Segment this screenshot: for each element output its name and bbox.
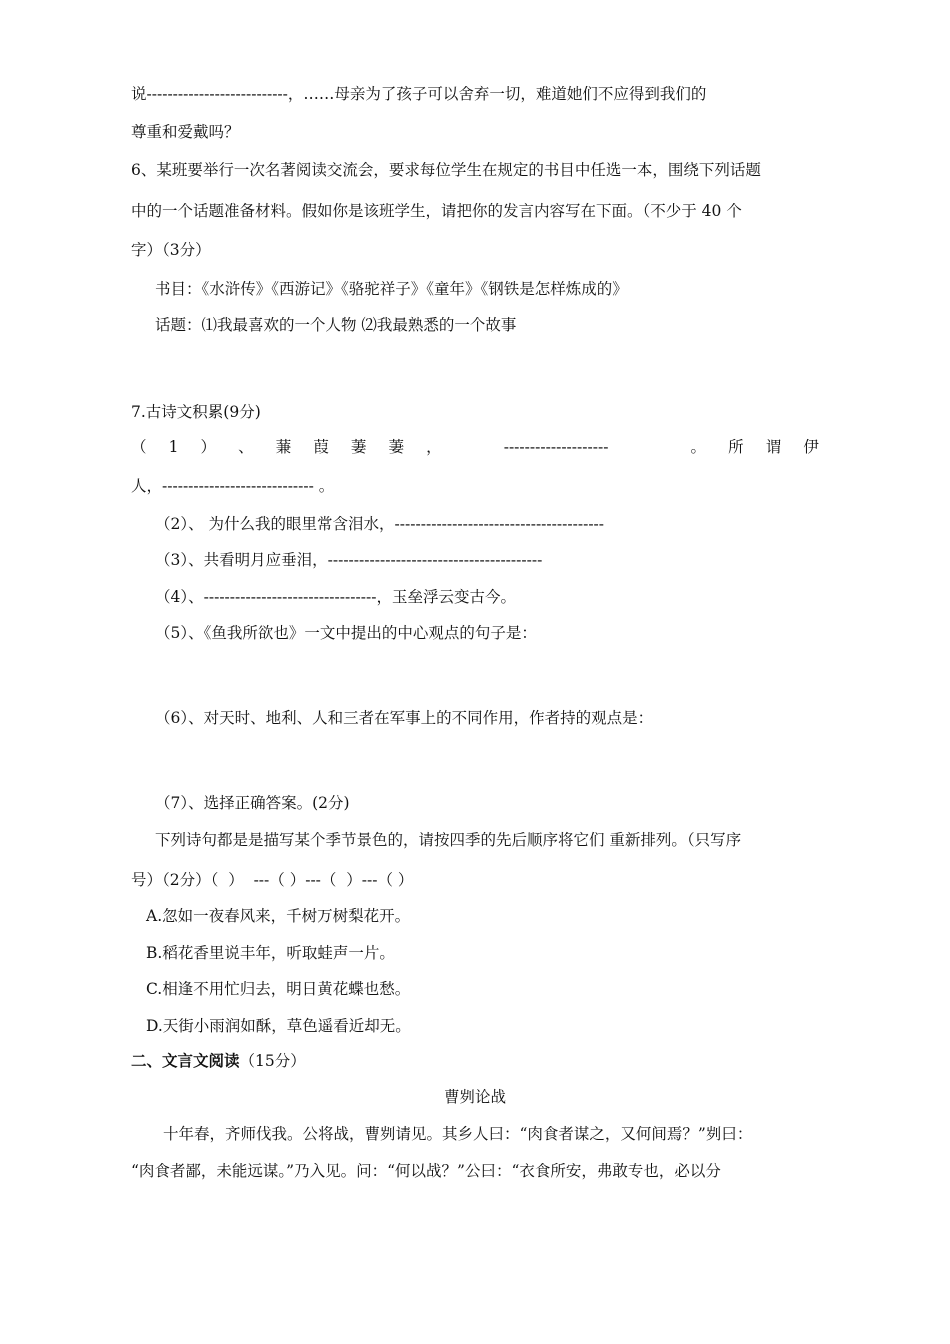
question-7-heading: 7.古诗文积累(9分): [131, 403, 261, 421]
token: （: [131, 438, 147, 456]
option-b: B.稻花香里说丰年，听取蛙声一片。: [146, 944, 395, 962]
section-2-heading: [131, 1051, 306, 1071]
poem-item-4: （4）、---------------------------------，玉垒浮云变古今。: [155, 588, 516, 606]
poem-item-5: （5）、《鱼我所欲也》一文中提出的中心观点的句子是：: [155, 624, 537, 642]
option-d: D.天街小雨润如酥，草色遥看近却无。: [146, 1017, 411, 1035]
section-2-score: （15分）: [239, 1052, 306, 1070]
option-a: A.忽如一夜春风来，千树万树梨花开。: [146, 907, 411, 925]
token: 葭: [313, 438, 329, 456]
option-c: C.相逢不用忙归去，明日黄花蝶也愁。: [146, 980, 411, 998]
token: 蒹: [275, 438, 292, 456]
token: 伊: [803, 438, 819, 456]
essay-title: 曹刿论战: [443, 1088, 506, 1106]
section-2-title: 二、文言文阅读: [131, 1051, 240, 1070]
poem-item-2: （2）、 为什么我的眼里常含泪水，----------------------------------------: [155, 515, 605, 533]
question-6-line: 6、某班要举行一次名著阅读交流会，要求每位学生在规定的书目中任选一本，围绕下列话题: [131, 161, 761, 179]
question-6-line: 中的一个话题准备材料。假如你是该班学生，请把你的发言内容写在下面。（不少于 40 个: [131, 202, 742, 220]
poem-item-6: （6）、对天时、地利、人和三者在军事上的不同作用，作者持的观点是：: [155, 709, 654, 727]
book-list: 书目：《水浒传》《西游记》《骆驼祥子》《童年》《钢铁是怎样炼成的》: [155, 280, 628, 298]
token: 所: [728, 438, 744, 456]
essay-line: “肉食者鄙，未能远谋。”乃入见。问：“何以战？”公曰：“衣食所安，弗敢专也，必以分: [131, 1162, 721, 1180]
token: 萋: [350, 438, 367, 456]
poem-item-1-cont: 人，----------------------------- 。: [131, 477, 335, 495]
token: ）: [200, 438, 217, 456]
token: 1: [168, 438, 179, 456]
question-6-line: 字）（3分）: [131, 241, 211, 259]
token: 谓: [765, 438, 782, 456]
answer-blank: --------------------: [503, 438, 609, 456]
token: ，: [426, 438, 442, 456]
topic-list: 话题：⑴我最喜欢的一个人物 ⑵我最熟悉的一个故事: [155, 316, 517, 334]
essay-line: 十年春，齐师伐我。公将战，曹刿请见。其乡人曰：“肉食者谋之，又何间焉？”刿曰：: [163, 1125, 753, 1143]
text-line: 尊重和爱戴吗？: [131, 123, 240, 141]
token: 、: [238, 438, 254, 456]
token: 。: [690, 438, 707, 456]
poem-item-1: [131, 437, 819, 457]
poem-item-3: （3）、共看明月应垂泪，-----------------------------------------: [155, 551, 543, 569]
token: 萋: [388, 438, 405, 456]
poem-item-7-text: 下列诗句都是是描写某个季节景色的，请按四季的先后顺序将它们 重新排列。（只写序: [155, 831, 742, 849]
text-line: 说---------------------------，……母亲为了孩子可以舍弃一切，难道她们不应得到我们的: [131, 85, 707, 103]
poem-item-7-text: 号）（2分）（ ） ---（ ）---（ ）---（ ）: [131, 871, 414, 889]
poem-item-7: （7）、选择正确答案。(2分): [155, 794, 350, 812]
